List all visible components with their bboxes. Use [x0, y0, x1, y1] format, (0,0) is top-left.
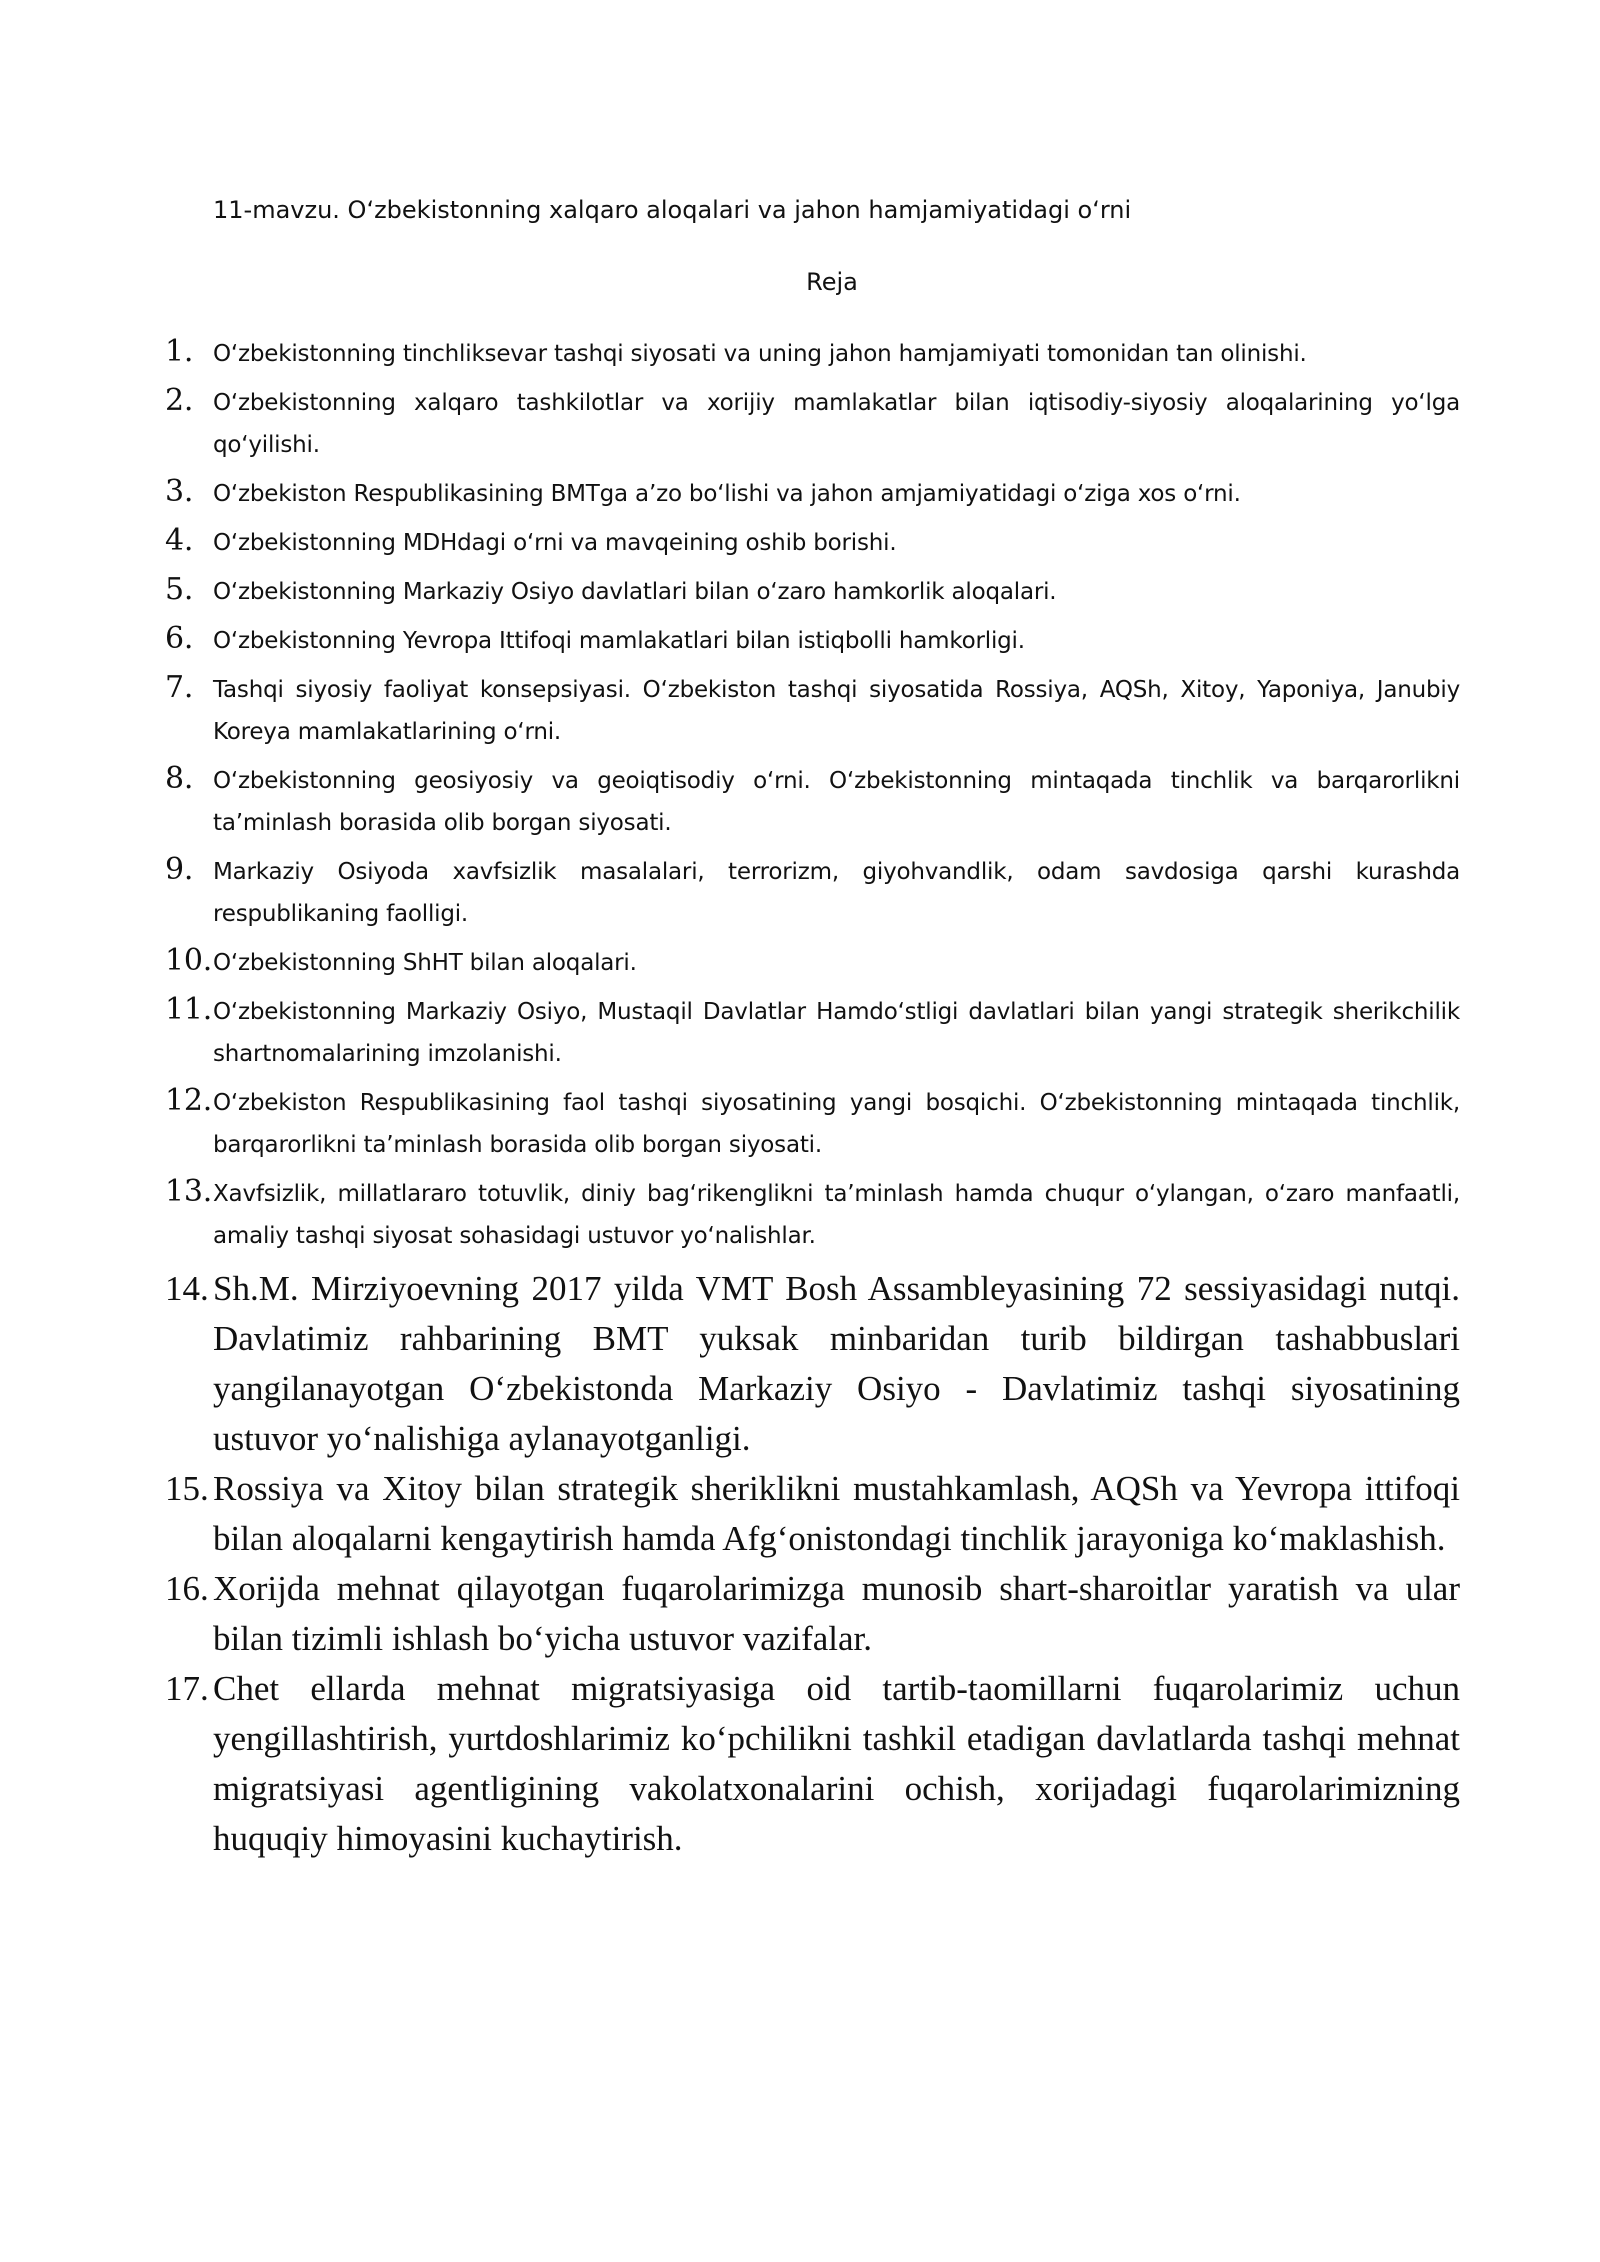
list-item — [165, 382, 1460, 466]
list-item-text: O‘zbekistonning tinchliksevar tashqi siyosati va uning jahon hamjamiyati tomonidan tan olinishi. — [213, 341, 1307, 367]
list-item — [165, 1564, 1460, 1664]
list-item-number: 3. — [165, 474, 194, 509]
list-item-text: Xavfsizlik, millatlararo totuvlik, diniy bag‘rikenglikni ta’minlash hamda chuqur o‘ylangan, o‘zaro manfaatli, amaliy tashqi siyosat sohasidagi ustuvor yo‘nalishlar. — [213, 1181, 1460, 1249]
list-item-text: Chet ellarda mehnat migratsiyasiga oid tartib-taomillarni fuqarolarimiz uchun yengillashtirish, yurtdoshlarimiz ko‘pchilikni tashkil etadigan davlatlarda tashqi mehnat migratsiyasi agentligining vakolatxonalarini ochish, xorijadagi fuqarolarimizning huquqiy himoyasini kuchaytirish. — [213, 1669, 1460, 1858]
list-item-number: 4. — [165, 523, 194, 558]
list-item-text: O‘zbekistonning geosiyosiy va geoiqtisodiy o‘rni. O‘zbekistonning mintaqada tinchlik va barqarorlikni ta’minlash borasida olib borgan siyosati. — [213, 768, 1460, 836]
list-item-number: 5. — [165, 572, 194, 607]
list-item-number: 1. — [165, 334, 194, 369]
list-item-number: 11. — [165, 992, 213, 1027]
list-item-number: 8. — [165, 761, 194, 796]
list-item — [165, 991, 1460, 1075]
list-item-text: O‘zbekiston Respublikasining BMTga a’zo bo‘lishi va jahon amjamiyatidagi o‘ziga xos o‘rni. — [213, 481, 1241, 507]
list-item — [165, 473, 1460, 515]
list-item-text: Markaziy Osiyoda xavfsizlik masalalari, terrorizm, giyohvandlik, odam savdosiga qarshi kurashda respublikaning faolligi. — [213, 859, 1460, 927]
list-item-text: O‘zbekistonning xalqaro tashkilotlar va xorijiy mamlakatlar bilan iqtisodiy-siyosiy aloqalarining yo‘lga qo‘yilishi. — [213, 390, 1460, 458]
list-item-text: O‘zbekistonning Yevropa Ittifoqi mamlakatlari bilan istiqbolli hamkorligi. — [213, 628, 1025, 654]
list-item — [165, 620, 1460, 662]
list-item — [165, 1173, 1460, 1257]
list-item-text: O‘zbekiston Respublikasining faol tashqi siyosatining yangi bosqichi. O‘zbekistonning mintaqada tinchlik, barqarorlikni ta’minlash borasida olib borgan siyosati. — [213, 1090, 1460, 1158]
list-item-number: 2. — [165, 383, 194, 418]
list-item — [165, 942, 1460, 984]
list-item-number: 16. — [165, 1569, 209, 1608]
list-item-number: 9. — [165, 852, 194, 887]
list-item — [165, 760, 1460, 844]
list-item-text: O‘zbekistonning MDHdagi o‘rni va mavqeining oshib borishi. — [213, 530, 897, 556]
list-item-text: Xorijda mehnat qilayotgan fuqarolarimizga munosib shart-sharoitlar yaratish va ular bilan tizimli ishlash bo‘yicha ustuvor vazifalar. — [213, 1569, 1460, 1658]
list-item-text: Tashqi siyosiy faoliyat konsepsiyasi. O‘zbekiston tashqi siyosatida Rossiya, AQSh, Xitoy, Yaponiya, Janubiy Koreya mamlakatlarining o‘rni. — [213, 677, 1460, 745]
list-item — [165, 669, 1460, 753]
list-item-number: 14. — [165, 1269, 209, 1308]
list-item — [165, 571, 1460, 613]
list-item-number: 15. — [165, 1469, 209, 1508]
list-item-number: 7. — [165, 670, 194, 705]
list-item — [165, 1664, 1460, 1864]
list-item-text: O‘zbekistonning Markaziy Osiyo davlatlari bilan o‘zaro hamkorlik aloqalari. — [213, 579, 1057, 605]
list-item-number: 12. — [165, 1083, 213, 1118]
list-item — [165, 333, 1460, 375]
list-item-number: 6. — [165, 621, 194, 656]
list-item-number: 13. — [165, 1174, 213, 1209]
document-title: 11-mavzu. O‘zbekistonning xalqaro aloqalari va jahon hamjamiyatidagi o‘rni — [213, 196, 1132, 224]
list-item-text: Sh.M. Mirziyoevning 2017 yilda VMT Bosh Assambleyasining 72 sessiyasidagi nutqi. Davlatimiz rahbarining BMT yuksak minbaridan turib bildirgan tashabbuslari yangilanayotgan O‘zbekistonda Markaziy Osiyo - Davlatimiz tashqi siyosatining ustuvor yo‘nalishiga aylanayotganligi. — [213, 1269, 1460, 1458]
list-item-text: Rossiya va Xitoy bilan strategik sheriklikni mustahkamlash, AQSh va Yevropa ittifoqi bilan aloqalarni kengaytirish hamda Afg‘onistondagi tinchlik jarayoniga ko‘maklashish. — [213, 1469, 1460, 1558]
list-item-number: 17. — [165, 1669, 209, 1708]
list-item-number: 10. — [165, 943, 213, 978]
list-item — [165, 1082, 1460, 1166]
plan-list — [165, 333, 1460, 1864]
list-item-text: O‘zbekistonning Markaziy Osiyo, Mustaqil Davlatlar Hamdo‘stligi davlatlari bilan yangi strategik sherikchilik shartnomalarining imzolanishi. — [213, 999, 1460, 1067]
list-item — [165, 1264, 1460, 1464]
list-item — [165, 851, 1460, 935]
list-item — [165, 1464, 1460, 1564]
document-subtitle: Reja — [806, 268, 858, 296]
list-item — [165, 522, 1460, 564]
list-item-text: O‘zbekistonning ShHT bilan aloqalari. — [213, 950, 637, 976]
